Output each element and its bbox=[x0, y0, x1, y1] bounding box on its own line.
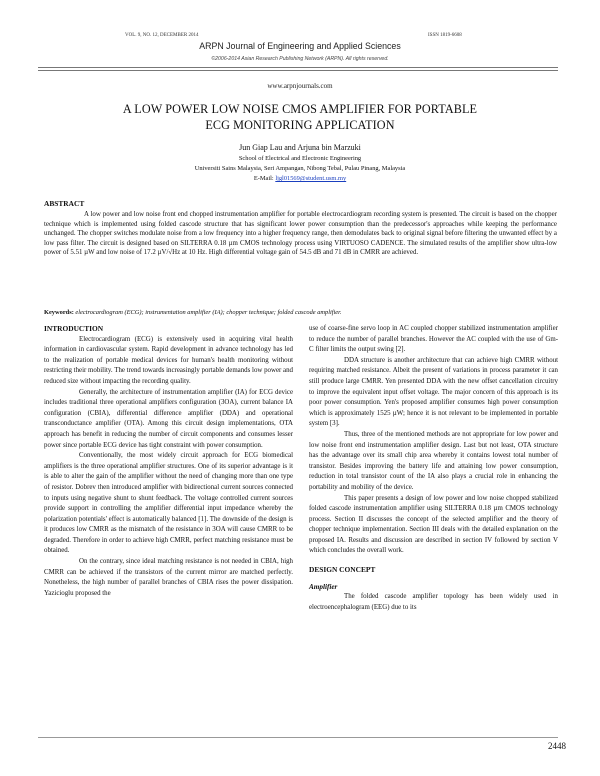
paragraph: Generally, the architecture of instrumentation amplifier (IA) for ECG device includes traditional three operational amplifiers configuration (3OA), current balance IA configuration (CBIA), differential difference amplifier (DDA) and operational transconductance amplifier (OTA). Among this circuit design implementations, OTA approach has benefit in reducing the number of circuit components and consumes lesser power since portable ECG device has tight constraint with power consumption. bbox=[44, 388, 293, 449]
authors: Jun Giap Lau and Arjuna bin Marzuki bbox=[239, 143, 361, 152]
affiliation-university: Universiti Sains Malaysia, Seri Ampangan, Nibong Tebal, Pulau Pinang, Malaysia bbox=[194, 165, 406, 172]
left-column bbox=[44, 324, 293, 599]
paragraph: The folded cascode amplifier topology has been widely used in electroencephalogram (EEG) due to its bbox=[309, 593, 558, 611]
issn: ISSN 1819-6608 bbox=[428, 33, 462, 38]
paragraph: Thus, three of the mentioned methods are not appropriate for low power and low noise front end instrumentation amplifier design. Last but not least, OTA structure has the advantage over its small chip area whereby it contains lowest total number of transistor. Besides improving the battery life and attaining low power consumption, reduction in total transistor count of the IA also plays a crucial role in enhancing the portability and mobility of the device. bbox=[309, 430, 558, 491]
abstract-text: A low power and low noise front end chopped instrumentation amplifier for portable electrocardiogram recording system is presented. The circuit is based on the chopper technique which is implemented using folded cascode structure that has significant lower power consumption than the predecessor's approaches while keeping the performance unchanged. The chopper switches modulate noise from a low frequency into a higher frequency range, then demodulates back to original signal before filtering the unwanted effect by a low pass filter. The circuit is designed based on SILTERRA 0.18 µm CMOS technology process using VIRTUOSO CADENCE. The simulated results of the amplifier show ultra-low power of 5.51 µW and low noise of 17.2 µV/√Hz at 10 Hz. High differential voltage gain of 54.5 dB and 71 dB in CMRR are achieved. bbox=[44, 211, 557, 257]
paragraph: use of coarse-fine servo loop in AC coupled chopper stabilized instrumentation amplifier to reduce the number of parallel branches. However the AC coupled with the use of Gm-C filter limits the output swing [2]. bbox=[309, 325, 558, 354]
keywords-label: Keywords: bbox=[44, 309, 76, 316]
email-line bbox=[0, 175, 600, 182]
design-concept-heading: DESIGN CONCEPT bbox=[309, 565, 376, 575]
header-rule-bottom bbox=[38, 70, 558, 71]
keywords-text: electrocardiogram (ECG); instrumentation amplifier (IA); chopper technique; folded cascode amplifier. bbox=[75, 309, 342, 316]
introduction-heading: INTRODUCTION bbox=[44, 324, 104, 333]
header-rule-top bbox=[38, 67, 558, 68]
keywords bbox=[44, 309, 557, 316]
page-number: 2448 bbox=[548, 741, 566, 751]
amplifier-subheading: Amplifier bbox=[309, 582, 338, 591]
journal-title: ARPN Journal of Engineering and Applied Sciences bbox=[199, 41, 401, 51]
footer-rule bbox=[38, 737, 558, 738]
paragraph: Electrocardiogram (ECG) is extensively used in acquiring vital health information in cardiovascular system. Rapid development in advance technology has led to the realization of portable medical devices for human's health monitoring without restricting their mobility. The trend towards increasingly portable demands low power and reduced size without impacting the recording quality. bbox=[44, 335, 293, 385]
website-link[interactable]: www.arpnjournals.com bbox=[267, 82, 333, 90]
paper-title bbox=[60, 101, 540, 133]
abstract-heading: ABSTRACT bbox=[44, 199, 85, 208]
affiliation-school: School of Electrical and Electronic Engineering bbox=[238, 155, 362, 162]
paragraph: This paper presents a design of low power and low noise chopped stabilized folded cascode instrumentation amplifier using SILTERRA 0.18 µm CMOS technology process. Section II discusses the concept of the selected amplifier and the theory of chopper technique implementation. Section III deals with the detailed explanation on the proposed IA. Results and discussion are described in section IV followed by section V which concludes the overall work. bbox=[309, 494, 558, 555]
paragraph: DDA structure is another architecture that can achieve high CMRR without requiring matched resistance. Albeit the present of variations in process parameter it can still produce large CMRR. Yen presented DDA with the new offset cancellation circuitry to improve the equivalent input offset voltage. The major concern of this approach is its poor power consumption. Yen's proposed amplifier consumes high power consumption which is approximately 1525 µW; hence it is not relevant to be implemented in portable system [3]. bbox=[309, 356, 558, 428]
paragraph: On the contrary, since ideal matching resistance is not needed in CBIA, high CMRR can be achieved if the transistors of the current mirror are matched perfectly. Nonetheless, the high number of parallel branches of CBIA rises the power dissipation. Yazicioglu proposed the bbox=[44, 558, 293, 597]
right-column bbox=[309, 324, 558, 613]
email-link[interactable]: ljgl01569@student.usm.my bbox=[275, 175, 347, 182]
volume-line: VOL. 9, NO. 12, DECEMBER 2014 bbox=[125, 33, 199, 38]
copyright-line: ©2006-2014 Asian Research Publishing Network (ARPN). All rights reserved. bbox=[211, 56, 389, 62]
paragraph: Conventionally, the most widely circuit approach for ECG biomedical amplifiers is the three operational amplifier structures. One of its superior advantage is it is able to alter the gain of the amplifier without the need of changing more than one type of resistor. Dobrev then introduced amplifier with bidirectional current sources connected to inputs using negative shunt to shunt feedback. The voltage controlled current sources provide support in controlling the amplifier differential input impedance whereby the polarization potentials' effect is automatically balanced [1]. The downside of the design is it produces low CMRR as the mismatch of the resistance in 3OA will cause CMRR to be degraded. Therefore in order to achieve high CMRR, perfect matching resistance must be obtained. bbox=[44, 452, 293, 555]
title-line-1: A LOW POWER LOW NOISE CMOS AMPLIFIER FOR PORTABLE bbox=[122, 102, 478, 116]
title-line-2: ECG MONITORING APPLICATION bbox=[205, 118, 395, 132]
email-label: E-Mail: bbox=[253, 175, 276, 182]
